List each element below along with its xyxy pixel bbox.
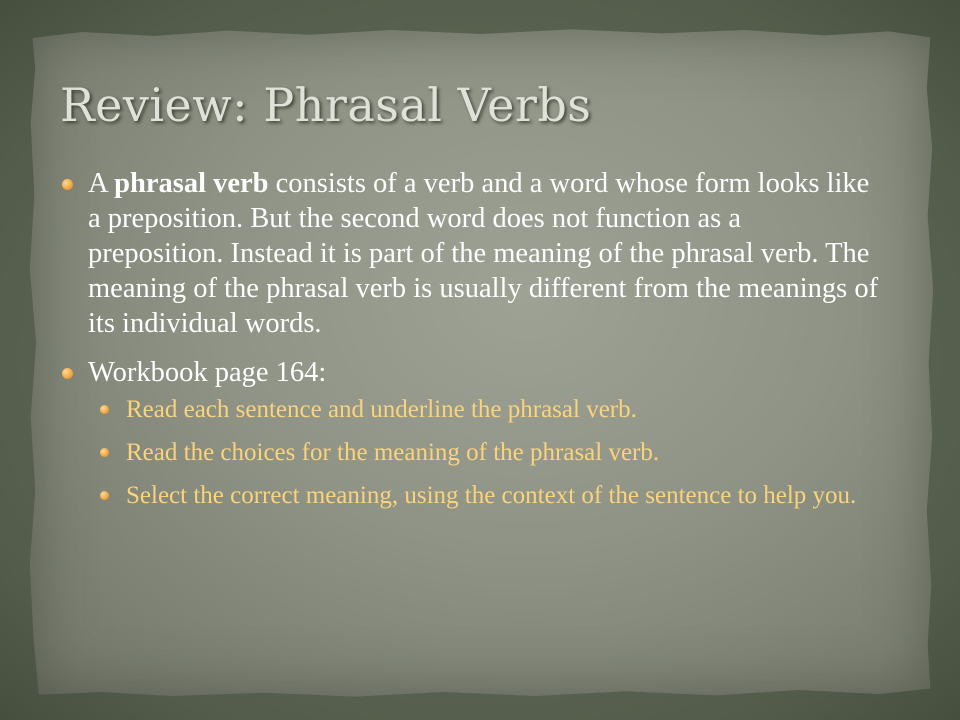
term-phrasal-verb: phrasal verb — [114, 168, 269, 199]
sub-bullet-item — [88, 437, 882, 468]
bullet-list — [62, 166, 882, 511]
bullet-dot-icon — [62, 179, 73, 190]
bullet-dot-icon — [62, 368, 73, 379]
slide-title: Review: Phrasal Verbs — [60, 78, 592, 132]
bullet-workbook — [62, 355, 882, 511]
definition-prefix: A — [88, 168, 115, 199]
workbook-label: Workbook page 164: — [88, 357, 327, 388]
bullet-dot-icon — [100, 491, 109, 500]
bullet-dot-icon — [100, 448, 109, 457]
bullet-phrasal-verb-definition — [62, 166, 882, 341]
sub-bullet-item — [88, 480, 882, 511]
sub-bullet-item — [88, 394, 882, 425]
sub-bullet-text: Read the choices for the meaning of the phrasal verb. — [126, 439, 660, 466]
sub-bullet-text: Select the correct meaning, using the context of the sentence to help you. — [126, 482, 857, 509]
bullet-dot-icon — [100, 405, 109, 414]
slide-content — [62, 166, 882, 525]
sub-bullet-list — [88, 394, 882, 511]
definition-text: consists of a verb and a word whose form looks like a preposition. But the second word does not function as a preposition. Instead it is part of the meaning of the phrasal verb. The meaning of the phrasal verb is usually different from the meanings of its individual words. — [88, 168, 879, 339]
sub-bullet-text: Read each sentence and underline the phrasal verb. — [126, 396, 637, 423]
